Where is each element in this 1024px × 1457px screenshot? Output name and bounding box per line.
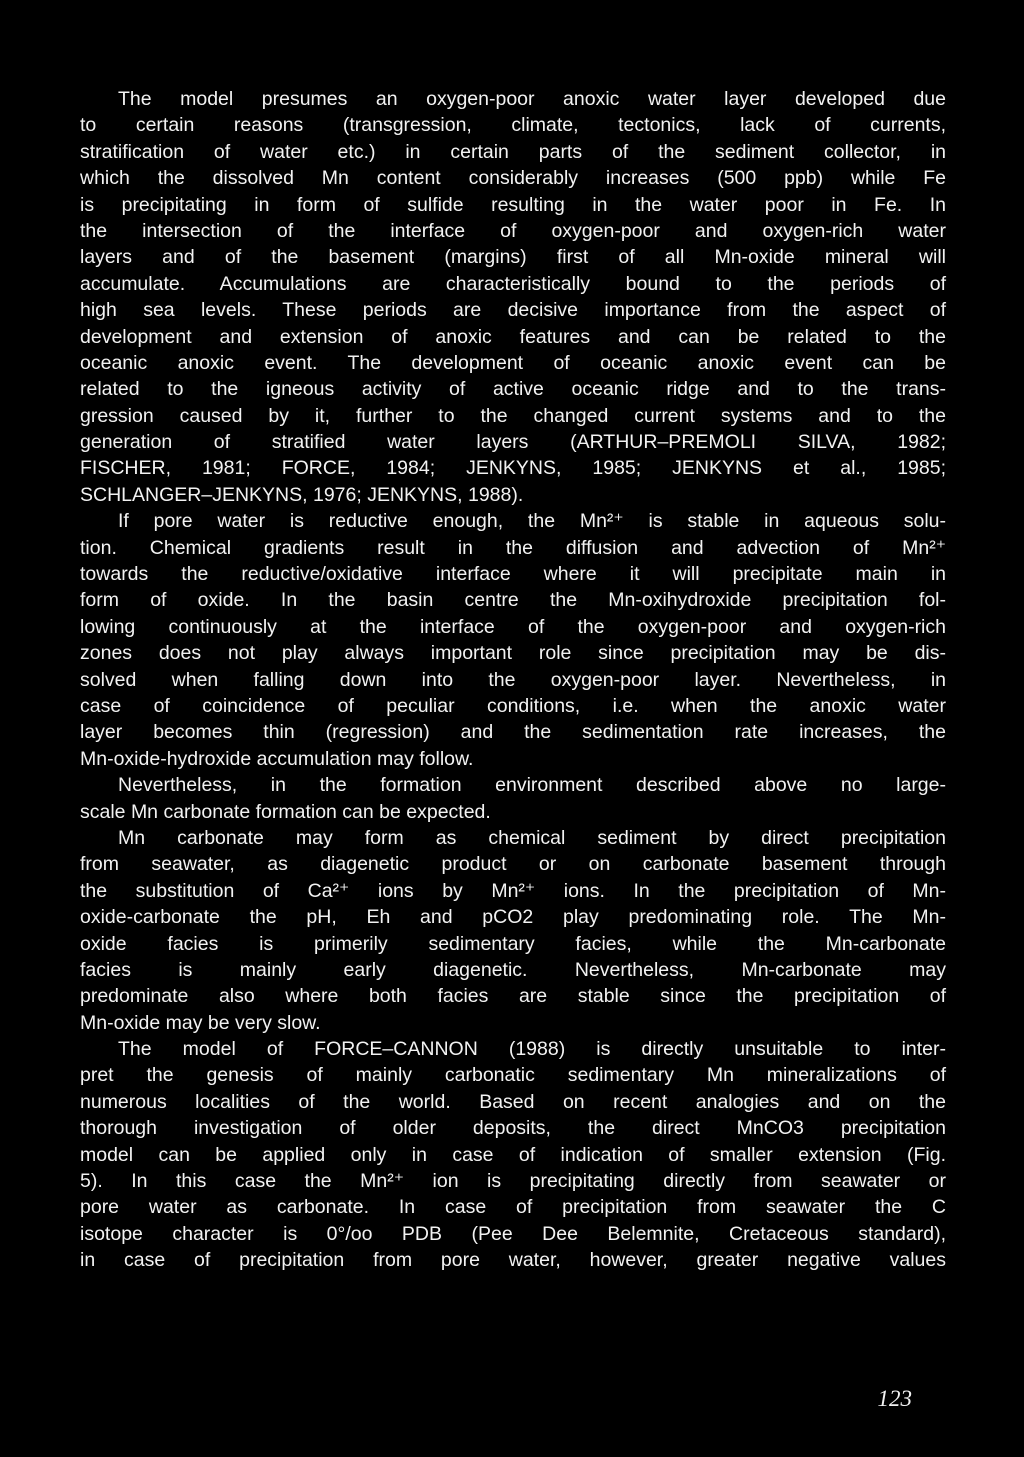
text-line: form of oxide. In the basin centre the Mn-oxihydroxide precipitation fol- [80, 589, 946, 612]
text-line: layer becomes thin (regression) and the sedimentation rate increases, the [80, 721, 946, 744]
text-line: isotope character is 0°/oo PDB (Pee Dee Belemnite, Cretaceous standard), [80, 1222, 946, 1245]
text-line: lowing continuously at the interface of the oxygen-poor and oxygen-rich [80, 615, 946, 638]
text-line: development and extension of anoxic features and can be related to the [80, 325, 946, 348]
text-line: is precipitating in form of sulfide resulting in the water poor in Fe. In [80, 193, 946, 216]
text-line: FISCHER, 1981; FORCE, 1984; JENKYNS, 1985; JENKYNS et al., 1985; [80, 457, 946, 480]
text-line: Mn-oxide may be very slow. [80, 1011, 321, 1034]
text-line: thorough investigation of older deposits, the direct MnCO3 precipitation [80, 1117, 946, 1140]
text-line: tion. Chemical gradients result in the diffusion and advection of Mn²⁺ [80, 536, 946, 559]
text-line: pore water as carbonate. In case of precipitation from seawater the C [80, 1196, 946, 1219]
text-line: in case of precipitation from pore water, however, greater negative values [80, 1249, 946, 1272]
page-body [80, 86, 946, 1274]
text-line: 5). In this case the Mn²⁺ ion is precipitating directly from seawater or [80, 1170, 946, 1193]
text-line: the intersection of the interface of oxygen-poor and oxygen-rich water [80, 219, 946, 242]
text-line: towards the reductive/oxidative interface where it will precipitate main in [80, 563, 946, 586]
text-line: pret the genesis of mainly carbonatic sedimentary Mn mineralizations of [80, 1064, 946, 1087]
text-line: case of coincidence of peculiar conditions, i.e. when the anoxic water [80, 694, 946, 717]
text-line: The model presumes an oxygen-poor anoxic water layer developed due [118, 88, 946, 110]
text-line: facies is mainly early diagenetic. Nevertheless, Mn-carbonate may [80, 958, 946, 981]
text-line: If pore water is reductive enough, the Mn²⁺ is stable in aqueous solu- [118, 510, 946, 533]
text-line: numerous localities of the world. Based on recent analogies and on the [80, 1090, 946, 1113]
text-line: oxide facies is primerily sedimentary facies, while the Mn-carbonate [80, 932, 946, 955]
text-line: generation of stratified water layers (ARTHUR–PREMOLI SILVA, 1982; [80, 431, 946, 454]
text-line: scale Mn carbonate formation can be expected. [80, 800, 491, 823]
text-line: SCHLANGER–JENKYNS, 1976; JENKYNS, 1988). [80, 483, 524, 506]
text-line: zones does not play always important role since precipitation may be dis- [80, 642, 946, 665]
text-line: oxide-carbonate the pH, Eh and pCO2 play predominating role. The Mn- [80, 906, 946, 929]
text-line: Nevertheless, in the formation environment described above no large- [118, 774, 946, 797]
text-line: related to the igneous activity of active oceanic ridge and to the trans- [80, 378, 946, 401]
text-line: model can be applied only in case of indication of smaller extension (Fig. [80, 1143, 946, 1166]
text-line: Mn carbonate may form as chemical sediment by direct precipitation [118, 826, 946, 849]
text-line: gression caused by it, further to the changed current systems and to the [80, 404, 946, 427]
text-line: to certain reasons (transgression, climate, tectonics, lack of currents, [80, 114, 946, 137]
text-line: the substitution of Ca²⁺ ions by Mn²⁺ ions. In the precipitation of Mn- [80, 879, 946, 902]
text-line: The model of FORCE–CANNON (1988) is directly unsuitable to inter- [118, 1038, 946, 1061]
text-line: oceanic anoxic event. The development of oceanic anoxic event can be [80, 351, 946, 374]
text-line: Mn-oxide-hydroxide accumulation may follow. [80, 747, 474, 770]
text-line: layers and of the basement (margins) first of all Mn-oxide mineral will [80, 246, 946, 269]
text-line: accumulate. Accumulations are characteristically bound to the periods of [80, 272, 946, 295]
text-line: stratification of water etc.) in certain parts of the sediment collector, in [80, 140, 946, 163]
text-line: high sea levels. These periods are decisive importance from the aspect of [80, 299, 946, 322]
text-line: solved when falling down into the oxygen-poor layer. Nevertheless, in [80, 668, 946, 691]
text-line: predominate also where both facies are stable since the precipitation of [80, 985, 946, 1008]
page-number: 123 [877, 1386, 912, 1411]
text-line: which the dissolved Mn content considerably increases (500 ppb) while Fe [80, 167, 946, 190]
text-line: from seawater, as diagenetic product or on carbonate basement through [80, 853, 946, 876]
